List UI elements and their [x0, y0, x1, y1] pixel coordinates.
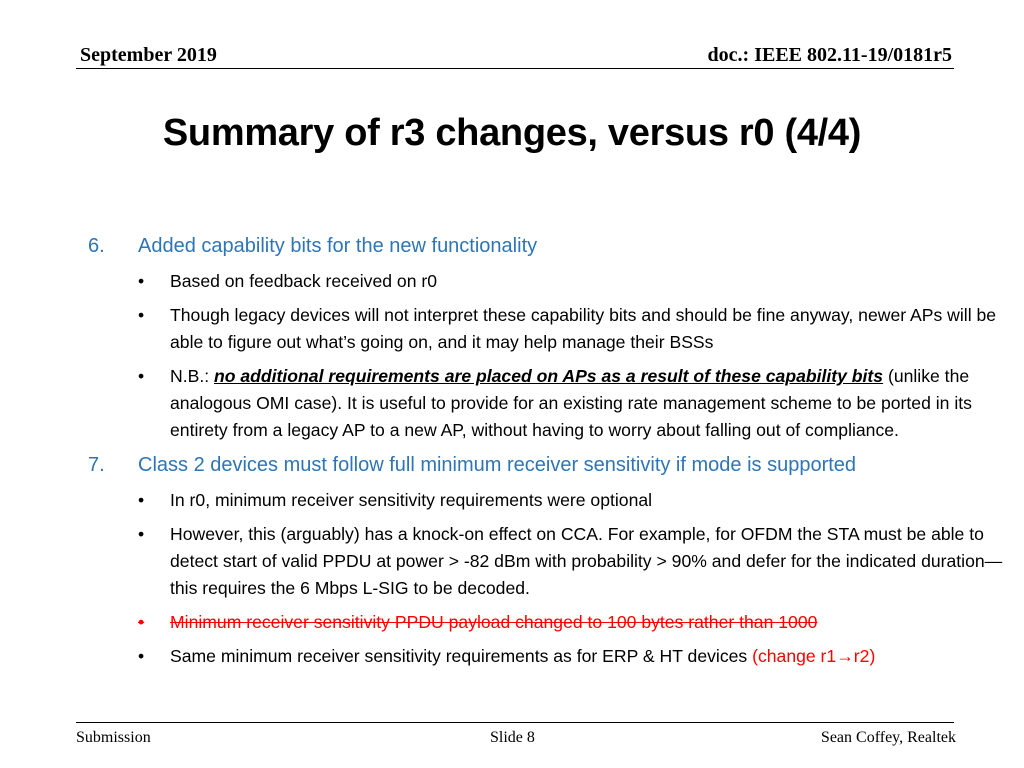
slide-body: [88, 228, 1008, 670]
sub-list-6: [88, 268, 1008, 444]
sub-item-text: However, this (arguably) has a knock-on effect on CCA. For example, for OFDM the STA must be able to detect start of valid PPDU at power > -82 dBm with probability > 90% and defer for the indicated duration—this requires the 6 Mbps L-SIG to be decoded.: [170, 524, 1003, 598]
sub-item: [88, 268, 1008, 295]
footer-author: Sean Coffey, Realtek: [820, 729, 956, 746]
numbered-item-6: [88, 231, 1008, 261]
bullet-icon: •: [138, 646, 145, 666]
item-number: 6.: [88, 235, 105, 257]
item-text: Class 2 devices must follow full minimum receiver sensitivity if mode is supported: [138, 454, 857, 476]
header-rule: [76, 68, 954, 69]
sub-item: [88, 643, 1008, 670]
sub-item: [88, 302, 1008, 356]
sub-item-text: In r0, minimum receiver sensitivity requirements were optional: [170, 490, 653, 510]
bullet-icon: •: [138, 366, 145, 386]
sub-item-text-struck: Minimum receiver sensitivity PPDU payload changed to 100 bytes rather than 1000: [170, 612, 818, 632]
numbered-item-7: [88, 450, 1008, 480]
sub-item-struck: [88, 609, 1008, 636]
nb-rest: (unlike the analogous OMI case). It is useful to provide for an existing rate management scheme to be ported in its entirety from a legacy AP to a new AP, without having to worry about falling out of compliance.: [170, 366, 972, 440]
header-doc-id: doc.: IEEE 802.11-19/0181r5: [707, 44, 952, 66]
nb-emphasis: no additional requirements are placed on APs as a result of these capability bits: [214, 366, 884, 386]
sub-item: [88, 521, 1008, 602]
header-date: September 2019: [80, 44, 217, 66]
sub-item-text: Based on feedback received on r0: [170, 271, 438, 291]
sub-item: [88, 363, 1008, 444]
sub-item: [88, 487, 1008, 514]
footer-submission: Submission: [76, 729, 151, 746]
footer-rule: [76, 722, 954, 723]
sub-list-7: [88, 487, 1008, 670]
item-number: 7.: [88, 454, 105, 476]
nb-prefix: N.B.:: [170, 366, 214, 386]
sub-item-text: Though legacy devices will not interpret these capability bits and should be fine anyway, newer APs will be able to figure out what’s going on, and it may help manage their BSSs: [170, 305, 997, 352]
slide-title: Summary of r3 changes, versus r0 (4/4): [162, 112, 862, 154]
bullet-icon: •: [138, 612, 145, 632]
bullet-icon: •: [138, 271, 145, 291]
sub-item-text: Same minimum receiver sensitivity requirements as for ERP & HT devices: [170, 646, 753, 666]
bullet-icon: •: [138, 524, 145, 544]
item-text: Added capability bits for the new functionality: [138, 235, 538, 257]
bullet-icon: •: [138, 490, 145, 510]
bullet-icon: •: [138, 305, 145, 325]
change-note: (change r1→r2): [752, 646, 876, 666]
footer-slide-number: Slide 8: [490, 729, 535, 746]
